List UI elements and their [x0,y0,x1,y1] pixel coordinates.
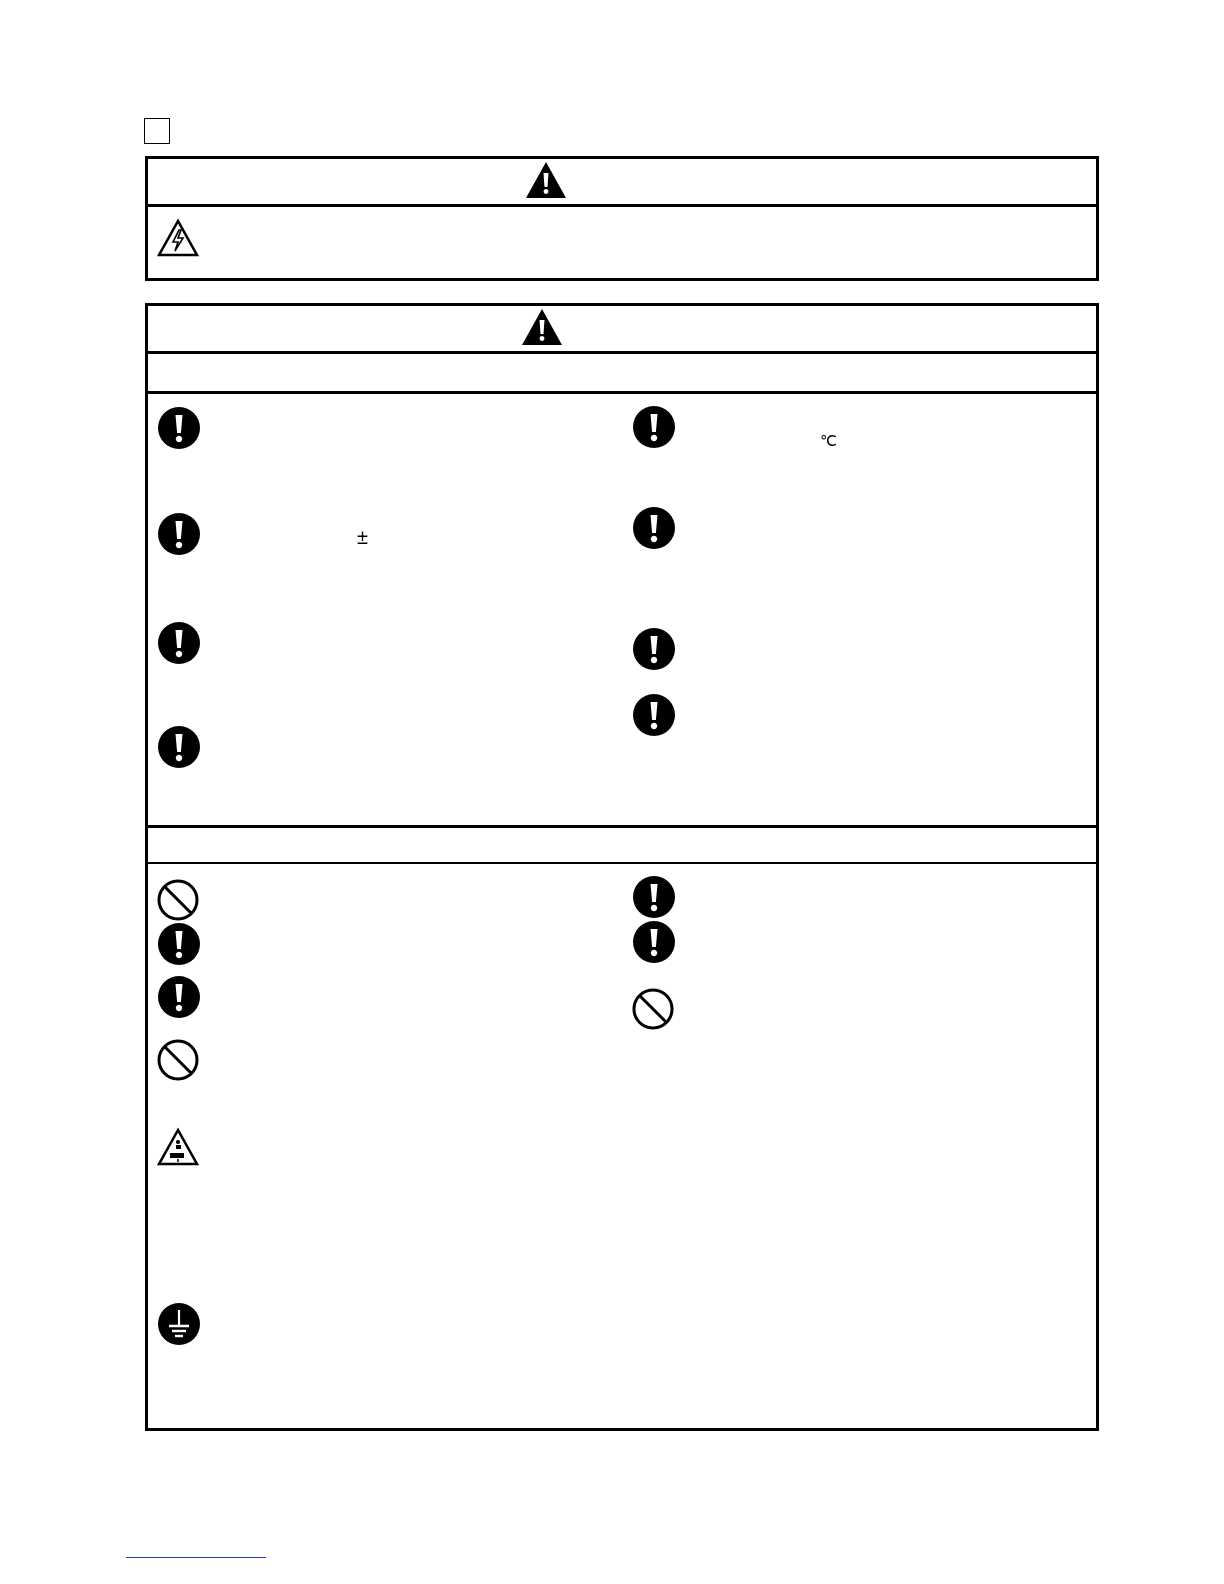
warning-triangle-icon [524,160,568,200]
prohibited-icon [631,987,675,1031]
mandatory-icon [157,725,201,769]
usage-divider-top [145,825,1099,828]
mandatory-icon [157,922,201,966]
mandatory-icon [632,627,676,671]
ground-icon [157,1302,201,1346]
plus-minus-symbol: ± [357,527,368,549]
mandatory-icon [157,512,201,556]
mandatory-icon [157,406,201,450]
electric-shock-icon [156,218,200,258]
mandatory-icon [157,975,201,1019]
mandatory-icon [632,875,676,919]
prohibited-icon [156,878,200,922]
prohibited-icon [156,1038,200,1082]
mandatory-icon [632,405,676,449]
section-marker-box [144,118,170,144]
caution-divider [145,351,1099,354]
mandatory-icon [157,621,201,665]
footer-link-underline[interactable] [126,1557,266,1558]
hand-caution-icon [156,1127,200,1167]
degree-celsius-symbol: ℃ [820,433,837,450]
mandatory-icon [632,920,676,964]
warning-divider [145,204,1099,207]
caution-section [145,303,1099,1431]
mandatory-icon [632,506,676,550]
warning-triangle-icon [520,307,564,347]
install-heading-divider [145,391,1099,394]
usage-divider-bottom [145,862,1099,864]
warning-section [145,156,1099,281]
mandatory-icon [632,693,676,737]
